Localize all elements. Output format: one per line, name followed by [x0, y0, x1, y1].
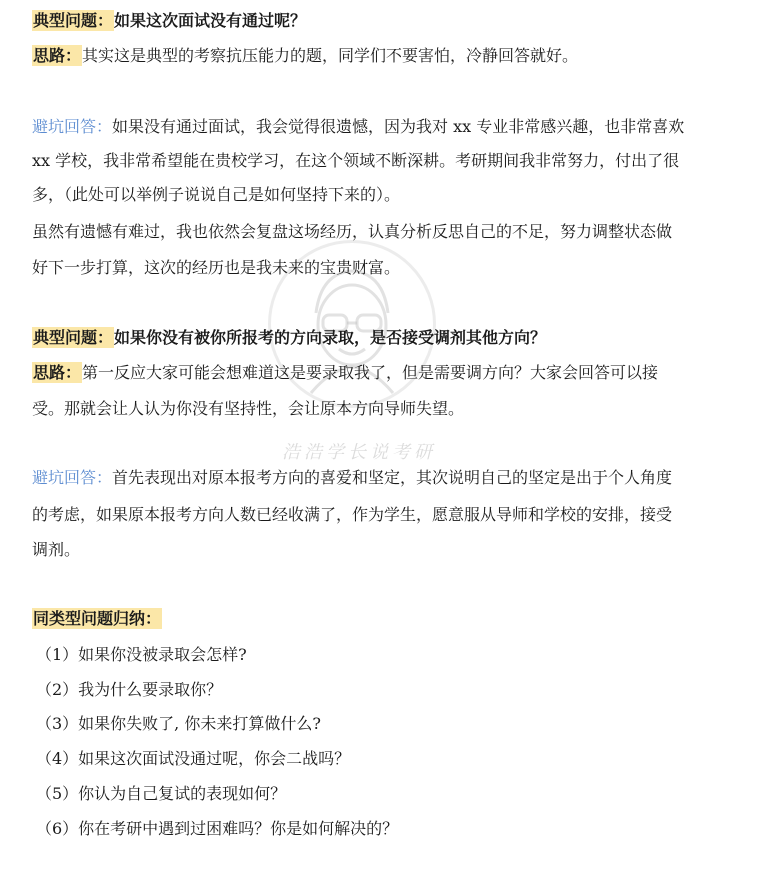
answer-1-line-2: xx 学校，我非常希望能在贵校学习，在这个领域不断深耕。考研期间我非常努力，付出了很	[32, 151, 680, 170]
idea-1-text: 其实这是典型的考察抗压能力的题，同学们不要害怕，冷静回答就好。	[82, 46, 579, 65]
question-2-label: 典型问题：	[33, 328, 114, 347]
list-item: （2）我为什么要录取你？	[36, 680, 223, 699]
list-item: （5）你认为自己复试的表现如何？	[36, 784, 287, 803]
answer-2-line-1: 避坑回答：首先表现出对原本报考方向的喜爱和坚定，其次说明自己的坚定是出于个人角度	[32, 468, 673, 487]
answer-1-line-1: 避坑回答：如果没有通过面试，我会觉得很遗憾，因为我对 xx 专业非常感兴趣，也非常喜欢	[32, 117, 685, 136]
list-item: （1）如果你没被录取会怎样?	[36, 645, 247, 664]
watermark-text: 浩浩学长说考研	[282, 442, 436, 463]
answer-1-line-4: 虽然有遗憾有难过，我也依然会复盘这场经历，认真分析反思自己的不足，努力调整状态做	[32, 222, 673, 241]
idea-2-line-1: 思路：第一反应大家可能会想难道这是要录取我了，但是需要调方向？大家会回答可以接	[33, 363, 659, 382]
idea-1-label: 思路：	[33, 46, 82, 65]
question-2-text: 如果你没有被你所报考的方向录取，是否接受调剂其他方向？	[114, 328, 547, 347]
question-1	[32, 11, 762, 31]
answer-1-line-3: 多，（此处可以举例子说说自己是如何坚持下来的）。	[32, 185, 401, 204]
idea-1	[32, 46, 762, 66]
list-item: （6）你在考研中遇到过困难吗？你是如何解决的？	[36, 819, 399, 838]
answer-1-label: 避坑回答：	[32, 117, 113, 136]
idea-2-label: 思路：	[33, 363, 82, 382]
list-item: （4）如果这次面试没通过呢，你会二战吗？	[36, 749, 351, 768]
idea-2-line-2: 受。那就会让人认为你没有坚持性，会让原本方向导师失望。	[32, 399, 465, 418]
question-1-label: 典型问题：	[33, 11, 114, 30]
list-item: （3）如果你失败了, 你未来打算做什么?	[36, 714, 321, 733]
question-2	[32, 328, 762, 348]
answer-1-line-5: 好下一步打算，这次的经历也是我未来的宝贵财富。	[32, 258, 401, 277]
summary-title: 同类型问题归纳：	[33, 609, 162, 628]
answer-2-line-3: 调剂。	[32, 540, 81, 559]
answer-2-label: 避坑回答：	[32, 468, 113, 487]
answer-2-line-2: 的考虑，如果原本报考方向人数已经收满了，作为学生，愿意服从导师和学校的安排，接受	[32, 505, 673, 524]
question-1-text: 如果这次面试没有通过呢？	[114, 11, 307, 30]
